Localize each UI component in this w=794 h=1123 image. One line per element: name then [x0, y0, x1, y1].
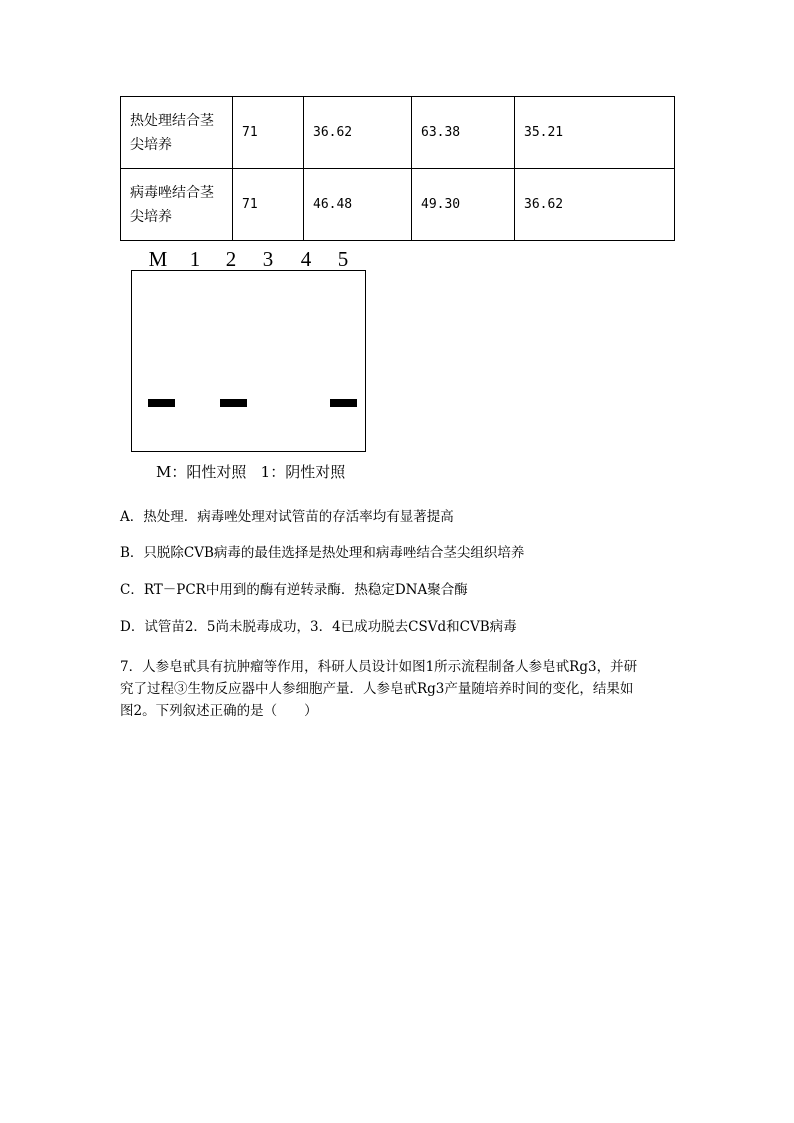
table-cell: 36.62 — [304, 97, 412, 169]
table-row — [121, 97, 675, 169]
option-d: D．试管苗2．5尚未脱毒成功，3．4已成功脱去CSVd和CVB病毒 — [120, 619, 517, 635]
gel-band-lane-2 — [220, 399, 247, 407]
lane-label-5: 5 — [337, 247, 349, 271]
table-cell: 35.21 — [515, 97, 675, 169]
question-7-line: 图2。下列叙述正确的是（ ） — [120, 703, 318, 719]
lane-label-4: 4 — [300, 247, 312, 271]
option-c: C．RT－PCR中用到的酶有逆转录酶．热稳定DNA聚合酶 — [120, 582, 468, 598]
option-b: B．只脱除CVB病毒的最佳选择是热处理和病毒唑结合茎尖组织培养 — [120, 545, 525, 561]
results-table — [120, 96, 675, 241]
gel-electrophoresis-box — [131, 270, 366, 452]
question-7-line: 究了过程③生物反应器中人参细胞产量．人参皂甙Rg3产量随培养时间的变化，结果如 — [120, 681, 634, 697]
lane-label-1: 1 — [189, 247, 201, 271]
method-cell: 热处理结合茎 尖培养 — [121, 97, 233, 169]
table-cell: 63.38 — [412, 97, 515, 169]
gel-band-lane-m — [148, 399, 175, 407]
lane-label-2: 2 — [225, 247, 237, 271]
method-cell: 病毒唑结合茎 尖培养 — [121, 169, 233, 241]
lane-label-m: M — [148, 247, 168, 271]
table-cell: 46.48 — [304, 169, 412, 241]
question-7-line: 7．人参皂甙具有抗肿瘤等作用，科研人员设计如图1所示流程制备人参皂甙Rg3，并研 — [120, 659, 638, 675]
table-cell: 71 — [233, 169, 304, 241]
table-cell: 71 — [233, 97, 304, 169]
table-cell: 36.62 — [515, 169, 675, 241]
question-7 — [120, 656, 680, 722]
gel-caption: M：阳性对照 1：阴性对照 — [156, 463, 346, 481]
table-cell: 49.30 — [412, 169, 515, 241]
table-row — [121, 169, 675, 241]
lane-label-3: 3 — [262, 247, 274, 271]
gel-band-lane-5 — [330, 399, 357, 407]
option-a: A．热处理．病毒唑处理对试管苗的存活率均有显著提高 — [120, 509, 454, 525]
